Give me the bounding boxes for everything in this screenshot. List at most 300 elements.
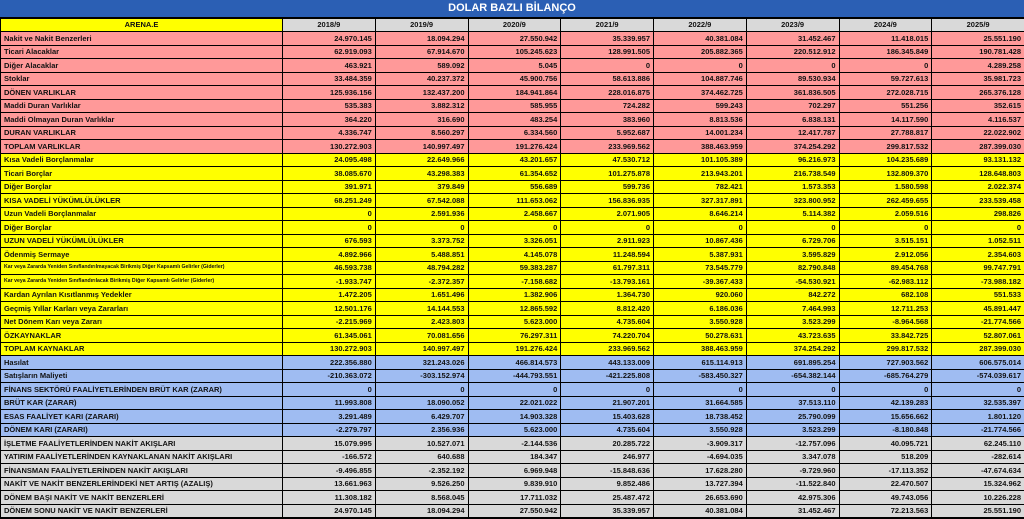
row-label[interactable]: Uzun Vadeli Borçlanmalar	[1, 207, 283, 221]
value-cell[interactable]: -17.113.352	[839, 464, 932, 478]
value-cell[interactable]: 13.661.963	[283, 477, 376, 491]
value-cell[interactable]: -21.774.566	[932, 315, 1024, 329]
value-cell[interactable]: 191.276.424	[468, 140, 561, 154]
value-cell[interactable]: 615.114.913	[654, 356, 747, 370]
value-cell[interactable]: 42.139.283	[839, 396, 932, 410]
value-cell[interactable]: 466.814.573	[468, 356, 561, 370]
value-cell[interactable]: 316.690	[375, 113, 468, 127]
value-cell[interactable]: 691.895.254	[746, 356, 839, 370]
value-cell[interactable]: 842.272	[746, 288, 839, 302]
row-label[interactable]: TOPLAM VARLIKLAR	[1, 140, 283, 154]
value-cell[interactable]: -1.933.747	[283, 275, 376, 289]
value-cell[interactable]: 42.975.306	[746, 491, 839, 505]
value-cell[interactable]: 4.735.604	[561, 315, 654, 329]
value-cell[interactable]: -54.530.921	[746, 275, 839, 289]
value-cell[interactable]: 0	[468, 383, 561, 397]
value-cell[interactable]: 4.892.966	[283, 248, 376, 262]
value-cell[interactable]: 1.573.353	[746, 180, 839, 194]
value-cell[interactable]: 132.437.200	[375, 86, 468, 100]
value-cell[interactable]: 2.911.923	[561, 234, 654, 248]
year-header[interactable]: 2024/9	[839, 19, 932, 32]
value-cell[interactable]: 233.969.562	[561, 140, 654, 154]
value-cell[interactable]: 3.595.829	[746, 248, 839, 262]
value-cell[interactable]: 24.970.145	[283, 32, 376, 46]
value-cell[interactable]: 0	[654, 59, 747, 73]
value-cell[interactable]: 67.542.088	[375, 194, 468, 208]
value-cell[interactable]: 25.790.099	[746, 410, 839, 424]
value-cell[interactable]: 10.867.436	[654, 234, 747, 248]
value-cell[interactable]: 12.711.253	[839, 302, 932, 316]
value-cell[interactable]: 220.512.912	[746, 45, 839, 59]
value-cell[interactable]: 3.373.752	[375, 234, 468, 248]
value-cell[interactable]: 67.914.670	[375, 45, 468, 59]
row-label[interactable]: Kardan Ayrılan Kısıtlanmış Yedekler	[1, 288, 283, 302]
value-cell[interactable]: 17.628.280	[654, 464, 747, 478]
value-cell[interactable]: -13.793.161	[561, 275, 654, 289]
value-cell[interactable]: 45.891.447	[932, 302, 1024, 316]
value-cell[interactable]: 6.838.131	[746, 113, 839, 127]
value-cell[interactable]: 262.459.655	[839, 194, 932, 208]
value-cell[interactable]: 287.399.030	[932, 342, 1024, 356]
value-cell[interactable]: 82.790.848	[746, 261, 839, 275]
row-label[interactable]: Kar veya Zararda Yeniden Sınıflandırılacak Birikmiş Diğer Kapsamlı Gelirler (Giderler)	[1, 275, 283, 289]
row-label[interactable]: NAKİT VE NAKİT BENZERLERİNDEKİ NET ARTIŞ (AZALIŞ)	[1, 477, 283, 491]
value-cell[interactable]: 2.071.905	[561, 207, 654, 221]
value-cell[interactable]: 374.254.292	[746, 140, 839, 154]
value-cell[interactable]: 61.345.061	[283, 329, 376, 343]
row-label[interactable]: Ticari Borçlar	[1, 167, 283, 181]
value-cell[interactable]: 676.593	[283, 234, 376, 248]
value-cell[interactable]: 11.418.015	[839, 32, 932, 46]
header-label[interactable]: ARENA.E	[1, 19, 283, 32]
value-cell[interactable]: 40.095.721	[839, 437, 932, 451]
value-cell[interactable]: 27.550.942	[468, 32, 561, 46]
value-cell[interactable]: 62.245.110	[932, 437, 1024, 451]
value-cell[interactable]: 222.356.880	[283, 356, 376, 370]
value-cell[interactable]: 0	[746, 59, 839, 73]
value-cell[interactable]: 73.545.779	[654, 261, 747, 275]
value-cell[interactable]: 361.836.505	[746, 86, 839, 100]
value-cell[interactable]: -47.674.634	[932, 464, 1024, 478]
value-cell[interactable]: -73.988.182	[932, 275, 1024, 289]
value-cell[interactable]: 9.852.486	[561, 477, 654, 491]
value-cell[interactable]: 3.291.489	[283, 410, 376, 424]
value-cell[interactable]: -444.793.551	[468, 369, 561, 383]
value-cell[interactable]: 33.484.359	[283, 72, 376, 86]
value-cell[interactable]: 25.487.472	[561, 491, 654, 505]
value-cell[interactable]: 156.836.935	[561, 194, 654, 208]
row-label[interactable]: ESAS FAALİYET KARI (ZARARI)	[1, 410, 283, 424]
value-cell[interactable]: 93.131.132	[932, 153, 1024, 167]
value-cell[interactable]: 5.045	[468, 59, 561, 73]
value-cell[interactable]: 184.941.864	[468, 86, 561, 100]
value-cell[interactable]: 518.209	[839, 450, 932, 464]
row-label[interactable]: FİNANS SEKTÖRÜ FAALİYETLERİNDEN BRÜT KAR (ZARAR)	[1, 383, 283, 397]
value-cell[interactable]: 31.452.467	[746, 504, 839, 518]
row-label[interactable]: Diğer Alacaklar	[1, 59, 283, 73]
value-cell[interactable]: 18.090.052	[375, 396, 468, 410]
value-cell[interactable]: 556.689	[468, 180, 561, 194]
value-cell[interactable]: 4.735.604	[561, 423, 654, 437]
value-cell[interactable]: 1.580.598	[839, 180, 932, 194]
row-label[interactable]: Stoklar	[1, 72, 283, 86]
value-cell[interactable]: -39.367.433	[654, 275, 747, 289]
value-cell[interactable]: 374.254.292	[746, 342, 839, 356]
value-cell[interactable]: 38.085.670	[283, 167, 376, 181]
row-label[interactable]: Ticari Alacaklar	[1, 45, 283, 59]
value-cell[interactable]: 14.001.234	[654, 126, 747, 140]
value-cell[interactable]: 379.849	[375, 180, 468, 194]
value-cell[interactable]: 8.646.214	[654, 207, 747, 221]
value-cell[interactable]: 10.527.071	[375, 437, 468, 451]
value-cell[interactable]: 3.882.312	[375, 99, 468, 113]
value-cell[interactable]: 551.256	[839, 99, 932, 113]
value-cell[interactable]: -2.144.536	[468, 437, 561, 451]
value-cell[interactable]: 299.817.532	[839, 140, 932, 154]
value-cell[interactable]: 25.551.190	[932, 504, 1024, 518]
value-cell[interactable]: 24.970.145	[283, 504, 376, 518]
value-cell[interactable]: 2.059.516	[839, 207, 932, 221]
value-cell[interactable]: 0	[561, 221, 654, 235]
value-cell[interactable]: 0	[283, 383, 376, 397]
value-cell[interactable]: 0	[468, 221, 561, 235]
value-cell[interactable]: 1.364.730	[561, 288, 654, 302]
value-cell[interactable]: -2.352.192	[375, 464, 468, 478]
value-cell[interactable]: 640.688	[375, 450, 468, 464]
value-cell[interactable]: -12.757.096	[746, 437, 839, 451]
value-cell[interactable]: 585.955	[468, 99, 561, 113]
value-cell[interactable]: 1.801.120	[932, 410, 1024, 424]
value-cell[interactable]: -2.279.797	[283, 423, 376, 437]
value-cell[interactable]: 782.421	[654, 180, 747, 194]
value-cell[interactable]: 74.220.704	[561, 329, 654, 343]
value-cell[interactable]: -21.774.566	[932, 423, 1024, 437]
value-cell[interactable]: -3.909.317	[654, 437, 747, 451]
row-label[interactable]: Geçmiş Yıllar Karları veya Zararları	[1, 302, 283, 316]
row-label[interactable]: DÖNEM SONU NAKİT VE NAKİT BENZERLERİ	[1, 504, 283, 518]
value-cell[interactable]: -685.764.279	[839, 369, 932, 383]
value-cell[interactable]: 3.347.078	[746, 450, 839, 464]
value-cell[interactable]: 0	[932, 221, 1024, 235]
value-cell[interactable]: 6.186.036	[654, 302, 747, 316]
value-cell[interactable]: 1.651.496	[375, 288, 468, 302]
row-label[interactable]: ÖZKAYNAKLAR	[1, 329, 283, 343]
row-label[interactable]: Hasılat	[1, 356, 283, 370]
value-cell[interactable]: -2.215.969	[283, 315, 376, 329]
year-header[interactable]: 2018/9	[283, 19, 376, 32]
value-cell[interactable]: 14.144.553	[375, 302, 468, 316]
value-cell[interactable]: 213.943.201	[654, 167, 747, 181]
year-header[interactable]: 2020/9	[468, 19, 561, 32]
year-header[interactable]: 2021/9	[561, 19, 654, 32]
row-label[interactable]: FİNANSMAN FAALİYETLERİNDEN NAKİT AKIŞLARI	[1, 464, 283, 478]
value-cell[interactable]: 35.981.723	[932, 72, 1024, 86]
value-cell[interactable]: 2.591.936	[375, 207, 468, 221]
value-cell[interactable]: 3.550.928	[654, 315, 747, 329]
value-cell[interactable]: 0	[746, 221, 839, 235]
value-cell[interactable]: 15.656.662	[839, 410, 932, 424]
value-cell[interactable]: 702.297	[746, 99, 839, 113]
value-cell[interactable]: 62.919.093	[283, 45, 376, 59]
value-cell[interactable]: -654.382.144	[746, 369, 839, 383]
value-cell[interactable]: 22.022.902	[932, 126, 1024, 140]
value-cell[interactable]: 22.649.966	[375, 153, 468, 167]
value-cell[interactable]: 391.971	[283, 180, 376, 194]
year-header[interactable]: 2019/9	[375, 19, 468, 32]
value-cell[interactable]: -62.983.112	[839, 275, 932, 289]
row-label[interactable]: YATIRIM FAALİYETLERİNDEN KAYNAKLANAN NAKİT AKIŞLARI	[1, 450, 283, 464]
row-label[interactable]: Satışların Maliyeti	[1, 369, 283, 383]
value-cell[interactable]: 27.550.942	[468, 504, 561, 518]
row-label[interactable]: Maddi Duran Varlıklar	[1, 99, 283, 113]
value-cell[interactable]: 4.289.258	[932, 59, 1024, 73]
value-cell[interactable]: -210.363.072	[283, 369, 376, 383]
value-cell[interactable]: 20.285.722	[561, 437, 654, 451]
value-cell[interactable]: 374.462.725	[654, 86, 747, 100]
row-label[interactable]: DÖNEM BAŞI NAKİT VE NAKİT BENZERLERİ	[1, 491, 283, 505]
value-cell[interactable]: -421.225.808	[561, 369, 654, 383]
value-cell[interactable]: 72.213.563	[839, 504, 932, 518]
value-cell[interactable]: 443.133.009	[561, 356, 654, 370]
value-cell[interactable]: 321.243.026	[375, 356, 468, 370]
value-cell[interactable]: -2.372.357	[375, 275, 468, 289]
value-cell[interactable]: 233.969.562	[561, 342, 654, 356]
value-cell[interactable]: 2.356.936	[375, 423, 468, 437]
row-label[interactable]: Net Dönem Karı veya Zararı	[1, 315, 283, 329]
value-cell[interactable]: 4.116.537	[932, 113, 1024, 127]
value-cell[interactable]: 52.807.061	[932, 329, 1024, 343]
value-cell[interactable]: 43.298.383	[375, 167, 468, 181]
row-label[interactable]: Kısa Vadeli Borçlanmalar	[1, 153, 283, 167]
value-cell[interactable]: 43.201.657	[468, 153, 561, 167]
year-header[interactable]: 2023/9	[746, 19, 839, 32]
row-label[interactable]: UZUN VADELİ YÜKÜMLÜLÜKLER	[1, 234, 283, 248]
row-label[interactable]: DURAN VARLIKLAR	[1, 126, 283, 140]
row-label[interactable]: Kar veya Zararda Yeniden Sınıflandırılmayacak Birikmiş Diğer Kapsamlı Gelirler (Giderler)	[1, 261, 283, 275]
value-cell[interactable]: 383.960	[561, 113, 654, 127]
value-cell[interactable]: 22.021.022	[468, 396, 561, 410]
value-cell[interactable]: 47.530.712	[561, 153, 654, 167]
value-cell[interactable]: 49.743.056	[839, 491, 932, 505]
value-cell[interactable]: 0	[746, 383, 839, 397]
value-cell[interactable]: 0	[375, 221, 468, 235]
value-cell[interactable]: 0	[932, 383, 1024, 397]
value-cell[interactable]: 48.794.282	[375, 261, 468, 275]
value-cell[interactable]: 46.593.738	[283, 261, 376, 275]
value-cell[interactable]: -583.450.327	[654, 369, 747, 383]
year-header[interactable]: 2025/9	[932, 19, 1024, 32]
value-cell[interactable]: 3.523.299	[746, 423, 839, 437]
value-cell[interactable]: 216.738.549	[746, 167, 839, 181]
value-cell[interactable]: 246.977	[561, 450, 654, 464]
value-cell[interactable]: 32.535.397	[932, 396, 1024, 410]
row-label[interactable]: DÖNEN VARLIKLAR	[1, 86, 283, 100]
value-cell[interactable]: 2.423.803	[375, 315, 468, 329]
row-label[interactable]: Nakit ve Nakit Benzerleri	[1, 32, 283, 46]
value-cell[interactable]: 45.900.756	[468, 72, 561, 86]
value-cell[interactable]: 40.237.372	[375, 72, 468, 86]
value-cell[interactable]: 21.907.201	[561, 396, 654, 410]
value-cell[interactable]: 599.736	[561, 180, 654, 194]
value-cell[interactable]: 8.812.420	[561, 302, 654, 316]
value-cell[interactable]: 0	[561, 59, 654, 73]
value-cell[interactable]: 920.060	[654, 288, 747, 302]
value-cell[interactable]: 11.993.808	[283, 396, 376, 410]
value-cell[interactable]: 1.052.511	[932, 234, 1024, 248]
row-label[interactable]: İŞLETME FAALİYETLERİNDEN NAKİT AKIŞLARI	[1, 437, 283, 451]
value-cell[interactable]: -9.729.960	[746, 464, 839, 478]
value-cell[interactable]: 299.817.532	[839, 342, 932, 356]
value-cell[interactable]: 96.216.973	[746, 153, 839, 167]
value-cell[interactable]: 104.887.746	[654, 72, 747, 86]
value-cell[interactable]: 17.711.032	[468, 491, 561, 505]
value-cell[interactable]: 35.339.957	[561, 32, 654, 46]
value-cell[interactable]: 191.276.424	[468, 342, 561, 356]
value-cell[interactable]: 12.501.176	[283, 302, 376, 316]
value-cell[interactable]: 682.108	[839, 288, 932, 302]
value-cell[interactable]: 14.903.328	[468, 410, 561, 424]
value-cell[interactable]: 128.648.803	[932, 167, 1024, 181]
value-cell[interactable]: 12.865.592	[468, 302, 561, 316]
value-cell[interactable]: 18.094.294	[375, 504, 468, 518]
value-cell[interactable]: 6.334.560	[468, 126, 561, 140]
value-cell[interactable]: 0	[839, 221, 932, 235]
value-cell[interactable]: 388.463.959	[654, 342, 747, 356]
value-cell[interactable]: 551.533	[932, 288, 1024, 302]
value-cell[interactable]: 0	[839, 383, 932, 397]
value-cell[interactable]: 4.145.078	[468, 248, 561, 262]
value-cell[interactable]: 5.114.382	[746, 207, 839, 221]
value-cell[interactable]: 483.254	[468, 113, 561, 127]
value-cell[interactable]: 6.729.706	[746, 234, 839, 248]
value-cell[interactable]: 6.969.948	[468, 464, 561, 478]
value-cell[interactable]: 68.251.249	[283, 194, 376, 208]
value-cell[interactable]: 132.809.370	[839, 167, 932, 181]
row-label[interactable]: Diğer Borçlar	[1, 221, 283, 235]
value-cell[interactable]: 5.623.000	[468, 423, 561, 437]
value-cell[interactable]: 186.345.849	[839, 45, 932, 59]
value-cell[interactable]: 9.526.250	[375, 477, 468, 491]
value-cell[interactable]: 61.797.311	[561, 261, 654, 275]
value-cell[interactable]: 0	[654, 221, 747, 235]
value-cell[interactable]: -4.694.035	[654, 450, 747, 464]
value-cell[interactable]: 287.399.030	[932, 140, 1024, 154]
value-cell[interactable]: 25.551.190	[932, 32, 1024, 46]
value-cell[interactable]: 0	[283, 207, 376, 221]
value-cell[interactable]: 89.530.934	[746, 72, 839, 86]
value-cell[interactable]: 8.560.297	[375, 126, 468, 140]
value-cell[interactable]: 589.092	[375, 59, 468, 73]
value-cell[interactable]: 9.839.910	[468, 477, 561, 491]
value-cell[interactable]: 2.458.667	[468, 207, 561, 221]
value-cell[interactable]: 323.800.952	[746, 194, 839, 208]
value-cell[interactable]: 606.575.014	[932, 356, 1024, 370]
value-cell[interactable]: 128.991.505	[561, 45, 654, 59]
value-cell[interactable]: 31.664.585	[654, 396, 747, 410]
value-cell[interactable]: -166.572	[283, 450, 376, 464]
value-cell[interactable]: 15.079.995	[283, 437, 376, 451]
value-cell[interactable]: 3.515.151	[839, 234, 932, 248]
value-cell[interactable]: 15.403.628	[561, 410, 654, 424]
value-cell[interactable]: 5.387.931	[654, 248, 747, 262]
value-cell[interactable]: -7.158.682	[468, 275, 561, 289]
value-cell[interactable]: 99.747.791	[932, 261, 1024, 275]
year-header[interactable]: 2022/9	[654, 19, 747, 32]
value-cell[interactable]: 0	[839, 59, 932, 73]
value-cell[interactable]: 58.613.886	[561, 72, 654, 86]
value-cell[interactable]: 3.326.051	[468, 234, 561, 248]
value-cell[interactable]: 1.382.906	[468, 288, 561, 302]
value-cell[interactable]: -11.522.840	[746, 477, 839, 491]
value-cell[interactable]: 24.095.498	[283, 153, 376, 167]
value-cell[interactable]: 33.842.725	[839, 329, 932, 343]
value-cell[interactable]: 5.623.000	[468, 315, 561, 329]
value-cell[interactable]: 43.723.635	[746, 329, 839, 343]
value-cell[interactable]: 4.336.747	[283, 126, 376, 140]
value-cell[interactable]: 40.381.084	[654, 32, 747, 46]
value-cell[interactable]: 31.452.467	[746, 32, 839, 46]
value-cell[interactable]: 59.383.287	[468, 261, 561, 275]
row-label[interactable]: TOPLAM KAYNAKLAR	[1, 342, 283, 356]
value-cell[interactable]: 37.513.110	[746, 396, 839, 410]
value-cell[interactable]: 0	[654, 383, 747, 397]
row-label[interactable]: BRÜT KAR (ZARAR)	[1, 396, 283, 410]
value-cell[interactable]: 11.308.182	[283, 491, 376, 505]
value-cell[interactable]: -282.614	[932, 450, 1024, 464]
value-cell[interactable]: -9.496.855	[283, 464, 376, 478]
value-cell[interactable]: 327.317.891	[654, 194, 747, 208]
row-label[interactable]: Diğer Borçlar	[1, 180, 283, 194]
value-cell[interactable]: 7.464.993	[746, 302, 839, 316]
value-cell[interactable]: -8.180.848	[839, 423, 932, 437]
value-cell[interactable]: 2.022.374	[932, 180, 1024, 194]
value-cell[interactable]: 18.094.294	[375, 32, 468, 46]
value-cell[interactable]: 184.347	[468, 450, 561, 464]
value-cell[interactable]: 50.278.631	[654, 329, 747, 343]
value-cell[interactable]: 130.272.903	[283, 342, 376, 356]
value-cell[interactable]: 140.997.497	[375, 140, 468, 154]
value-cell[interactable]: 101.105.389	[654, 153, 747, 167]
value-cell[interactable]: 18.738.452	[654, 410, 747, 424]
value-cell[interactable]: 89.454.768	[839, 261, 932, 275]
value-cell[interactable]: -303.152.974	[375, 369, 468, 383]
value-cell[interactable]: 10.226.228	[932, 491, 1024, 505]
value-cell[interactable]: 3.550.928	[654, 423, 747, 437]
value-cell[interactable]: 61.354.652	[468, 167, 561, 181]
row-label[interactable]: Maddi Olmayan Duran Varlıklar	[1, 113, 283, 127]
value-cell[interactable]: 727.903.562	[839, 356, 932, 370]
value-cell[interactable]: 599.243	[654, 99, 747, 113]
row-label[interactable]: Ödenmiş Sermaye	[1, 248, 283, 262]
value-cell[interactable]: 104.235.689	[839, 153, 932, 167]
value-cell[interactable]: 59.727.613	[839, 72, 932, 86]
value-cell[interactable]: 2.912.056	[839, 248, 932, 262]
value-cell[interactable]: 13.727.394	[654, 477, 747, 491]
value-cell[interactable]: 101.275.878	[561, 167, 654, 181]
value-cell[interactable]: 12.417.787	[746, 126, 839, 140]
value-cell[interactable]: 27.788.817	[839, 126, 932, 140]
value-cell[interactable]: 140.997.497	[375, 342, 468, 356]
value-cell[interactable]: 5.488.851	[375, 248, 468, 262]
value-cell[interactable]: 3.523.299	[746, 315, 839, 329]
value-cell[interactable]: 364.220	[283, 113, 376, 127]
value-cell[interactable]: 0	[375, 383, 468, 397]
value-cell[interactable]: 265.376.128	[932, 86, 1024, 100]
value-cell[interactable]: 272.028.715	[839, 86, 932, 100]
value-cell[interactable]: 6.429.707	[375, 410, 468, 424]
value-cell[interactable]: 8.568.045	[375, 491, 468, 505]
value-cell[interactable]: 125.936.156	[283, 86, 376, 100]
